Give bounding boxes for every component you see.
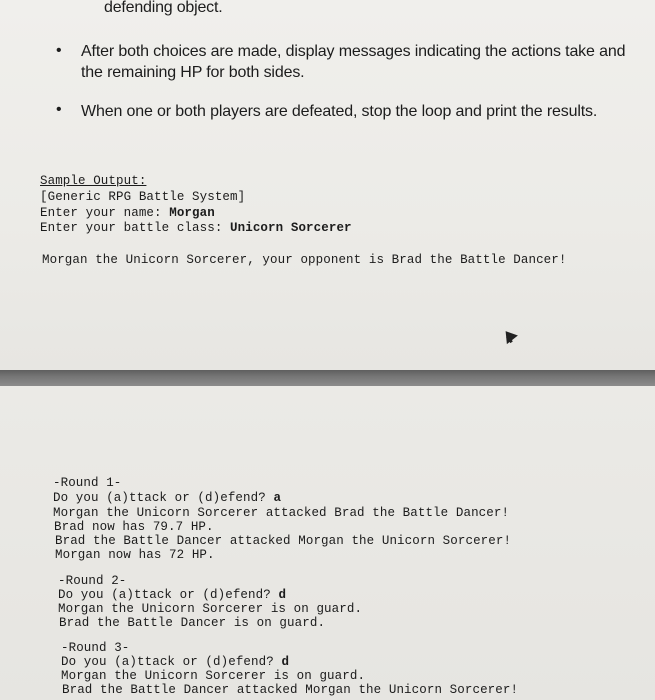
bullet-text-1 — [81, 41, 641, 83]
round-2-prompt: Do you (a)ttack or (d)efend? — [58, 588, 279, 602]
sample-output-title: Sample Output: — [40, 174, 147, 188]
bullet-icon: • — [56, 101, 62, 118]
bullet-1-line-1: After both choices are made, display messages indicating the actions take and — [81, 43, 626, 60]
name-value: Morgan — [169, 206, 215, 220]
round-3-header: -Round 3- — [61, 641, 130, 655]
round-1-line-2: Brad now has 79.7 HP. — [54, 520, 214, 534]
round-2-choice: d — [278, 588, 287, 602]
system-line: [Generic RPG Battle System] — [40, 190, 246, 204]
round-1-line-1: Morgan the Unicorn Sorcerer attacked Brad the Battle Dancer! — [53, 506, 510, 520]
round-1-prompt-line — [53, 491, 281, 505]
round-1-line-3: Brad the Battle Dancer attacked Morgan the Unicorn Sorcerer! — [55, 534, 512, 548]
round-3-line-2: Brad the Battle Dancer attacked Morgan the Unicorn Sorcerer! — [62, 683, 519, 697]
class-value: Unicorn Sorcerer — [230, 221, 352, 235]
round-1-choice: a — [273, 491, 282, 505]
round-2-line-2: Brad the Battle Dancer is on guard. — [59, 616, 326, 630]
opponent-line: Morgan the Unicorn Sorcerer, your opponent is Brad the Battle Dancer! — [42, 253, 567, 267]
bullet-1-line-2: the remaining HP for both sides. — [81, 64, 305, 81]
round-3-choice: d — [281, 655, 290, 669]
class-prompt: Enter your battle class: — [40, 221, 231, 235]
round-3-prompt-line — [61, 655, 289, 669]
round-1-line-4: Morgan now has 72 HP. — [55, 548, 215, 562]
heading-fragment: defending object. — [104, 0, 223, 16]
round-1-prompt: Do you (a)ttack or (d)efend? — [53, 491, 274, 505]
class-prompt-line — [40, 221, 352, 235]
round-3-line-1: Morgan the Unicorn Sorcerer is on guard. — [61, 669, 366, 683]
round-1-header: -Round 1- — [53, 476, 122, 490]
bullet-text-2: When one or both players are defeated, stop the loop and print the results. — [81, 103, 598, 120]
document-page-bottom — [0, 386, 655, 700]
bullet-icon: • — [56, 42, 62, 59]
name-prompt: Enter your name: — [40, 206, 170, 220]
round-3-prompt: Do you (a)ttack or (d)efend? — [61, 655, 282, 669]
round-2-header: -Round 2- — [58, 574, 127, 588]
page-divider — [0, 370, 655, 386]
name-prompt-line — [40, 206, 215, 220]
round-2-line-1: Morgan the Unicorn Sorcerer is on guard. — [58, 602, 363, 616]
round-2-prompt-line — [58, 588, 286, 602]
